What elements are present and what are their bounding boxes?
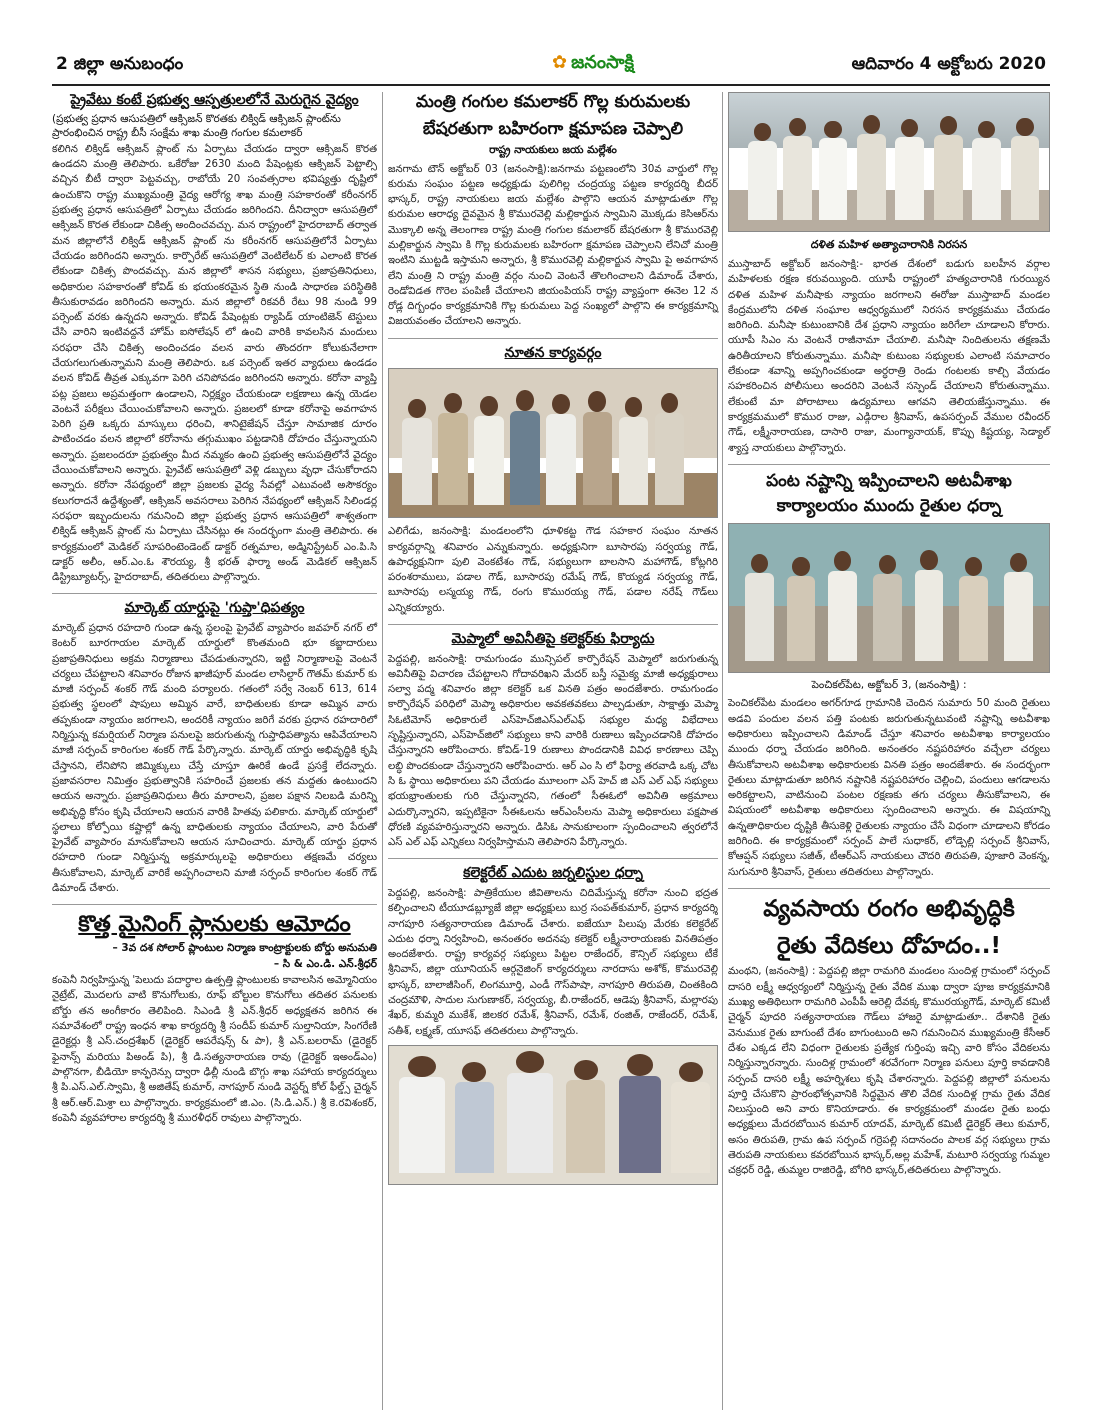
article-body: మంథని, (జనంసాక్షి) : పెద్దపల్లి జిల్లా రామగిరి మండలం సుందిళ్ల గ్రామంలో సర్పంచ్ దాసరి లక్ష్మీ ఆధ్వర్యంలో నిర్మిస్తున్న రైతు వేదిక ముఖ ద్వారా పూజ కార్యక్రమానికి ముఖ్య అతిథిలుగా రామగిరి ఎంపీపీ ఆరెల్లి దేవక్క కొమురయ్యగౌడ్, మార్కెట్ కమిటీ చైర్మన్ పూదరి సత్యనారాయణ గౌడ్‌లు హాజరై మాట్లాడుతూ.. దేశానికి రైతు వెనుముక రైతు బాగుంటే దేశం బాగుంటుంది అని గమనించిన ముఖ్యమంత్రి కేసీఆర్ దేశం ఎక్కడ లేని విధంగా రైతులకు ప్రత్యేక గుర్తింపు ఇచ్చి వారి కోసం వేదికలను నిర్మిస్తున్నారన్నారు. సుందిళ్ల గ్రామంలో శరవేగంగా నిర్మాణ పనులు పూర్తి కావడానికి సర్పంచ్ దాసరి లక్ష్మీ అహర్నిశలు కృషి చేశారన్నారు. పెద్దపల్లి జిల్లాలో పనులను పూర్తి చేసుకొని ప్రారంభోత్సవానికి సిద్ధమైన తొలి వేదిక సుందిళ్ల గ్రామ రైతు వేదిక నిలుస్తుంది అని వారు కొనియాడారు. ఈ కార్యక్రమంలో మండల రైతు బంధు అధ్యక్షులు మేదరబోయిన కుమార్ యాదవ్, మార్కెట్ కమిటీ డైరెక్టర్ తెలు కుమార్, అసం తిరుపతి, గ్రామ ఉప సర్పంచ్ గర్రెపల్లి సదానందం పాలక వర్గ సభ్యులు గ్రామ తెరుపతి నాయకులు కవరబోయిన భాస్కర్,అల్ల మహేశ్, మటూరి సర్వయ్య గుమ్మల చక్రధర్ రెడ్డి, తుమ్మల రాజిరెడ్డి, బోగిరి భాస్కర్,తదితరులు పాల్గొన్నారు. <box>728 966 1050 1177</box>
farmers-photo <box>728 523 1050 673</box>
article-new-committee <box>388 345 718 616</box>
article-dalit-protest <box>728 92 1050 456</box>
article-mining-plans <box>52 911 377 1126</box>
article-byline: రాష్ట్ర నాయకులు జయ మల్లేశం <box>489 143 617 156</box>
article-divider <box>52 593 377 594</box>
article-headline: కలెక్టరేట్ ఎదుట జర్నలిస్టుల ధర్నా <box>463 865 643 882</box>
article-mepma-complaint <box>388 631 718 850</box>
column-1 <box>52 92 377 1134</box>
logo-mark-icon: ✿ <box>552 52 568 73</box>
newspaper-name: జనంసాక్షి <box>571 52 634 73</box>
article-journalists-dharna <box>388 865 718 1184</box>
article-body: ముస్తాబాద్ అక్టోబర్ జనంసాక్షి:- భారత దేశంలో బడుగు బలహీన వర్గాల మహిళలకు రక్షణ కరువయ్యింది. యూపీ రాష్ట్రంలో హత్యచారానికి గురయ్యిన దళిత మహిళ మనీషాకు న్యాయం జరగాలని ఈరోజు ముస్తాబాద్ మండల కేంద్రములోని దళిత సంఘాల ఆధ్వర్యములో నిరసన కార్యక్రమము చేయడం జరిగింది. మనీషా కుటుంబానికి దేశ ప్రధాని న్యాయం జరిగేలా చూడాలని కోరారు. యూపీ సిఎం ను వెంటనే రాజీనామా చేయాలి. మనీషా నిందితులను తక్షణమే ఉరితీయాలని కోరుతున్నాము. మనీషా కుటుంబ సభ్యులకు ఎలాంటి సమాచారం లేకుండా శవాన్ని అప్పగించకుండా అర్ధరాత్రి రెండు గంటలకు కాల్చి వేయడం సహకరించిన పోలీసులు అందరిని వెంటనే సస్పెండ్ చేయాలని కోరుతున్నాము. లేకుంటే మా పోరాటాలు ఉద్యమాలు ఆగవని తెలియజేస్తున్నాము. ఈ కార్యక్రమములో కొముర రాజు, ఎడ్గిరాల శ్రీనివాస్, ఉపసర్పంచ్ వేముల రవీందర్ గౌడ్, లక్ష్మీనారాయణ, దాసారి రాజు, మంగ్యానాయక్, కొప్పు కిష్టయ్య, సెడ్యాల్ శ్యాస్త నాయకులు పాల్గొన్నారు. <box>728 259 1050 454</box>
page-section-label: 2 జిల్లా అనుబంధం <box>56 54 184 74</box>
article-headline: ప్రైవేటు కంటే ప్రభుత్వ ఆస్పత్రులలోనే మెరుగైన వైద్యం <box>70 92 359 108</box>
article-headline: మార్కెట్ యార్డుపై 'గుప్తా'ధిపత్యం <box>124 600 305 617</box>
article-headline: దళిత మహిళ అత్యాచారానికి నిరసన <box>810 238 968 251</box>
article-oxygen-plant <box>52 92 377 585</box>
article-body: జనగామ టౌన్ అక్టోబర్ 03 (జనంసాక్షి):జనగామ పట్టణంలోని 30వ వార్డులో గొల్ల కురుమ సంఘం పట్టణ అధ్యక్షుడు పులిగిల్ల చంద్రయ్య పట్టణ కార్యదర్శి బీదర్ భాస్కర్, రాష్ట్ర నాయకులు జయ మల్లేశం పాల్గొని ఆయన మాట్లాడుతూ గొల్ల కురుమల ఆరాధ్య దైవమైన శ్రీ కొమురవెల్లి మల్లికార్జున స్వామిని మొక్కడు కెసిఆర్‌ను మొక్కాలి అన్న తెలంగాణ రాష్ట్ర మంత్రి గంగుల కమలాకర్ బేషరతుగా శ్రీ కొమురవెల్లి మల్లికార్జున స్వామి కి గొల్ల కురుమలకు బహిరంగా క్షమాపణ చెప్పాలని లేనిచో మంత్రి ఇంటిని ముట్టడి ఇస్తామని అన్నారు, శ్రీ కొమురవెల్లి మల్లికార్జున స్వామి పై అవగాహన లేని మంత్రి ని రాష్ట్ర మంత్రి వర్గం నుంచి వెంటనే తొలగించాలని డిమాండ్ చేశారు, రెండోవిడత గొరెల పంపిణీ చేయాలని జియంపియస్ రాష్ట్ర వ్యాప్తంగా ఈనెల 12 న రోడ్ల దిగ్బంధం కార్యక్రమానికి గొల్ల కురుమలు పెద్ద సంఖ్యలో పాల్గొని ఈ కార్యక్రమాన్ని విజయవంతం చేయాలని అన్నారు. <box>388 163 718 328</box>
column-3 <box>728 92 1050 1187</box>
article-headline: వ్యవసాయ రంగం అభివృద్ధికి <box>763 895 1015 922</box>
article-divider <box>388 338 718 339</box>
article-divider <box>728 888 1050 889</box>
article-headline: నూతన కార్యవర్గం <box>504 344 602 361</box>
article-headline: రైతు వేదికలు దోహదం..! <box>777 932 1001 959</box>
article-divider <box>388 624 718 625</box>
newspaper-logo <box>552 52 634 77</box>
article-body: కంపెనీ నిర్వహిస్తున్న 'పెలుదు పదార్ధాల ఉత్పత్తి ప్లాంటులకు కావాలసిన అమ్మోనియం నైట్రేట్, మొదలగు వాటి కొనుగోలుకు, రూఫ్ బోల్టుల కొనుగోలు తదితర పనులకు బోర్డు తన అంగీకారం తెలిపింది. సిఎండి శ్రీ ఎన్.శ్రీధర్ అధ్యక్షతన జరిగిన ఈ సమావేశంలో రాష్ట్ర ఇంధన శాఖ కార్యదర్శి శ్రీ సందీప్ కుమార్ సుల్తానియా, సింగరేణి డైరెక్టర్లు శ్రీ ఎస్.చంద్రశేఖర్ (డైరెక్టర్ ఆపరేషన్స్ & పా), శ్రీ ఎన్.బలరామ్ (డైరెక్టర్ ఫైనాన్స్ మరియు పిఅండ్ పి), శ్రీ డి.సత్యనారాయణ రావు (డైరెక్టర్ ఇఅండ్ఎం) పాల్గొనగా, బీడియో కాన్ఫరెన్సు ద్వారా ఢిల్లీ నుండి బొగ్గు శాఖ సహాయ కార్యదర్శులు శ్రీ పి.ఎస్.ఎల్.స్వామి, శ్రీ అజితేష్ కుమార్, నాగపూర్ నుండి వెస్టర్న్ కోల్ ఫీల్డ్స్ చైర్మన్ శ్రీ ఆర్.ఆర్.మిశ్రా లు పాల్గొన్నారు. కార్యక్రమంలో జి.ఎం. (సి.డి.ఎన్.) శ్రీ కె.రవిశంకర్, కంపెనీ వ్యవహారాల కార్యదర్శి శ్రీ మురళీధర్ రావులు పాల్గొన్నారు. <box>52 975 377 1124</box>
article-body: పెద్దపల్లి, జనంసాక్షి: పాత్రికేయుల జీవితాలను చిదిమేస్తున్న కరోనా నుంచి భద్రత కల్పించాలని టీయూడబ్ల్యూజే జిల్లా అధ్యక్షులు బుర్ర సంపత్‌కుమార్, ప్రధాన కార్యదర్శి నాగపూరి సత్యనారాయణ డిమాండ్ చేశారు. ఐజేయూ పిలుపు మేరకు కలెక్టరేట్ ఎదుట ధర్నా నిర్వహించి, అనంతరం అదనపు కలెక్టర్ లక్ష్మీనారాయణకు వినతిపత్రం అందజేశారు. రాష్ట్ర కార్యవర్గ సభ్యులు పిట్టల రాజేందర్, కౌన్సిల్ సభ్యులు టీకే శ్రీనివాస్, జిల్లా యూనియన్ ఆర్గనైజింగ్ కార్యదర్శులు నారదాసు అశోక్, కొమురవెల్లి భాస్కర్, బాలాజీసింగ్, లింగమూర్తి, ఎండీ గౌస్‌పాషా, నాగపూరి తిరుపతి, చింతకింది చంద్రమౌళి, సాదుల సుగుణాకర్, సర్వయ్య, బీ.రాజేందర్, ఆడెపు శ్రీనివాస్, మల్లారపు శేఖర్, కుమ్మరి ముకేశ్, జిలకర రమేశ్, శ్రీనివాస్, రమేశ్, రంజిత్, రాజేందర్, రమేశ్, సతీశ్, లక్ష్మణ్, యూసఫ్ తదితరులు పాల్గొన్నారు. <box>388 887 718 1037</box>
article-headline: కొత్త మైనింగ్ ప్లానులకు ఆమోదం <box>78 912 351 938</box>
issue-date: ఆదివారం 4 అక్టోబరు 2020 <box>851 54 1046 74</box>
article-divider <box>52 904 377 905</box>
masthead <box>52 50 1050 86</box>
article-body: మార్కెట్ ప్రధాన రహదారి గుండా ఉన్న స్థలంపై ప్రైవేట్ వ్యాపారం జవహర్ నగర్ లో కెంటర్ బూరగాయల మార్కెట్ యార్డులో కొంతమంది భూ కబ్జాదారులు ప్రజాప్రతినిధులు అక్రమ నిర్మాణాలు చేపడుతున్నారని, ఇట్టి నిర్మాణాలపై వెంటనే చర్యలు చేపట్టాలని శనివారం రోజున ఖాజీపూర్ మండల లాసిల్దార్ గౌతమ్ కుమార్ కు మాజీ సర్పంచ్ శంకర్ గౌడ్ మంది పర్యాలరు. గతంలో సర్వే నెంబర్ 613, 614 ప్రభుత్వ స్థలంలో షాపులు అమ్మిన వారే, బాధితులకు కూడా అమ్మిన వారు తప్పకుండా న్యాయం జరగాలని, అందరికీ న్యాయం జరిగే వరకు ప్రధాన రహదారిలో నిర్మిస్తున్న కమర్షియల్ నిర్మాణ పనులపై జరుగుతున్న గుప్తాధిపత్యాను ఆపివేయాలని మాజీ సర్పంచ్ కారింగుల శంకర్ గౌడ్ పేర్కొన్నారు. మార్కెట్ యార్డు అభివృద్ధికి కృషి చేస్తానని, లేనిపోని జిమ్మిక్కులు చేస్తే చూస్తూ ఊరికే ఉండే ప్రసక్తే లేదన్నారు. ప్రజావసరాల నిమిత్తం ప్రభుత్వానికి సహరించే ప్రజలకు తన మద్దతు ఉంటుందని ఆయన అన్నారు. ప్రజాప్రతినిధులు తీరు మారాలని, ప్రజల పక్షాన నిలబడి మరిన్ని అభివృద్ధి కోసం కృషి చేయాలని ఆయన వారికి హితవు పలికారు. మార్కెట్ యార్డులో స్థలాలు కోల్పోయి కష్టాల్లో ఉన్న బాధితులకు న్యాయం చేయాలని, వారి పేరుతో ప్రైవేట్ వ్యాపారం మానుకోవాలని ఆయన సూచించారు. మార్కెట్ యార్డు ప్రధాన రహదారి గుండా నిర్మిస్తున్న అక్రమార్కులపై అధికారులు తక్షణమే చర్యలు తీసుకోవాలని, మార్కెట్ వారికే అప్పగించాలని మాజీ సర్పంచ్ కారింగుల శంకర్ గౌడ్ డిమాండ్ చేశారు. <box>52 622 377 894</box>
article-headline: కార్యాలయం ముందు రైతుల ధర్నా <box>776 496 1002 517</box>
article-farmers-dharna <box>728 471 1050 880</box>
article-dateline: పెంచికల్‌పేట, అక్టోబర్ 3, (జనంసాక్షి) : <box>811 679 967 692</box>
article-headline: మంత్రి గంగుల కమలాకర్ గొల్ల కురుమలకు <box>415 92 691 112</box>
article-divider <box>728 464 1050 465</box>
column-2 <box>388 92 718 1193</box>
article-headline: మెప్మాలో అవినీతిపై కలెక్టర్‌కు ఫిర్యాదు <box>451 631 655 648</box>
article-body: కలిగిన లిక్విడ్ ఆక్సిజన్ ప్లాంట్ ను ఏర్పాటు చేయడం ద్వారా ఆక్సిజన్ కొరత ఉండదని మంత్రి తెలిపారు. ఒకేరోజు 2630 మంది పేషెంట్లకు ఆక్సిజన్ పెట్టాల్సి వచ్చిన బీటీ ద్వారా పెట్టవచ్చు, రాబోయే 20 సంవత్సరాల భవిష్యత్తు దృష్టిలో ఉంచుకొని రాష్ట్ర ముఖ్యమంత్రి వైద్య ఆరోగ్య శాఖ మంత్రి సహకారంతో కరీంనగర్ ప్రభుత్వ ప్రధాన ఆసుపత్రిలో ఏర్పాటు చేయడం జరిగిందని. దీనిద్వారా ఆసుపత్రిలో ఆక్సిజన్ కొరత లేకుండా చికిత్స అందించవచ్చు. మన రాష్ట్రంలో హైదరాబాద్ తర్వాత మన జిల్లాలోనే లిక్విడ్ ఆక్సిజన్ ప్లాంట్ ను కరీంనగర్ ఆసుపత్రిలోనే ఏర్పాటు చేయడం జరిగిందని అన్నారు. కార్పొరేట్ ఆసుపత్రిలో వెంటిలేటర్ కు ఎలాంటి కొరత లేకుండా చికిత్స పొందవచ్చు. మన జిల్లాలో శాసన సభ్యులు, ప్రజాప్రతినిధులు, అధికారుల సహకారంతో కోవిడ్ కు భయంకరమైన స్థితి నుండి సాధారణ పరిస్థితికి తీసుకురావడం జరిగిందని అన్నారు. మన జిల్లాలో రికవరీ రేటు 98 నుండి 99 పర్సెంట్ వరకు ఉన్నదని అన్నారు. కోవిడ్ పేషెంట్లకు ర్యాపిడ్ యాంటిజెన్ టెస్టులు చేసి వారిని ఇంటివద్దనే హోమ్ ఐసోలేషన్ లో ఉంచి వారికి కావలసిన మందులు సరఫరా చేసి చికిత్స అందించడం వలన వారు తొందరగా కోలుకునేలాగా చేయగలుగుతున్నామని మంత్రి తెలిపారు. ఒక పర్సెంట్ ఇతర వ్యాధులు ఉండడం వలన కోవిడ్ తీవ్రత ఎక్కువగా పెరిగి చనిపోవడం జరిగిందని అన్నారు. కరోనా వ్యాప్తి పట్ల ప్రజలు అప్రమత్తంగా ఉండాలని, నిర్లక్ష్యం చేయకుండా లక్షణాలు ఉన్న యెడల వెంటనే పరీక్షలు చేయించుకోవాలని అన్నారు. ప్రజలలో కూడా కరోనాపై అవగాహన పెరిగి ప్రతి ఒక్కరు మాస్కులు ధరించి, శానిటైజేషన్ చేస్తూ సామాజిక దూరం పాటించడం వలన జిల్లాలో కరోనాను తగ్గుముఖం పట్టడానికి దోహదం చేస్తున్నాయని అన్నారు. ప్రజలందరూ ప్రభుత్వం మీద నమ్మకం ఉంచి ప్రభుత్వ ఆసుపత్రిలోనే వైద్యం చేయించుకోవాలని అన్నారు. ప్రైవేట్ ఆసుపత్రిలో వెళ్లి డబ్బులు వృధా చేసుకోరాదని అన్నారు. కరోనా నేపథ్యంలో జిల్లా ప్రజలకు వైద్య సేవల్లో ఎటువంటి అసౌకర్యం కలుగరాదనే ఉద్దేశ్యంతో, ఆక్సిజన్ అవసరాలు పెరిగిన నేపథ్యంలో ఆక్సిజన్ సిలిండర్ల సరఫరా ఇబ్బందులను గమనించి జిల్లా ప్రభుత్వ ప్రధాన ఆసుపత్రిలో శాశ్వతంగా లిక్విడ్ ఆక్సిజన్ ప్లాంట్ ను ఏర్పాటు చేసినట్లు ఈ సందర్భంగా మంత్రి తెలిపారు. ఈ కార్యక్రమంలో మెడికల్ సూపరింటెండెంట్ డాక్టర్ రత్నమాల, అడ్మినిస్ట్రేటర్ ఎం.పి.సి డాక్టర్ అలీం, ఆర్.ఎం.ఓ శౌరయ్య, శ్రీ భరత్ ఫార్మా అండ్ మెడికల్ ఆక్సిజన్ డిస్ట్రిబ్యూటర్స్, హైదరాబాద్, తదితరులు పాల్గొన్నారు. <box>52 143 377 584</box>
article-subheadline: – సి & ఎం.డి. ఎన్.శ్రీధర్ <box>273 957 377 970</box>
article-divider <box>388 858 718 859</box>
column-divider <box>382 92 383 1410</box>
article-subheadline: – 3వ దశ సోలార్ ప్లాంటుల నిర్మాణ కాంట్రాక్టులకు బోర్డు అనుమతి <box>112 941 377 954</box>
article-minister-apology <box>388 92 718 330</box>
column-divider <box>722 92 723 1410</box>
article-subheadline: (ప్రభుత్వ ప్రధాన ఆసుపత్రిలో ఆక్సిజన్ కొరతకు లిక్విడ్ ఆక్సిజన్ ప్లాంట్‌ను ప్రారంభించిన రాష్ట్ర బీసీ సంక్షేమ శాఖ మంత్రి గంగుల కమలాకర్ <box>52 112 341 139</box>
protest-photo <box>728 92 1050 232</box>
article-headline: బేషరతుగా బహిరంగా క్షమాపణ చెప్పాలి <box>422 119 684 140</box>
article-headline: పంట నష్టాన్ని ఇప్పించాలని అటవీశాఖ <box>766 470 1012 491</box>
article-body: ఎలిగేడు, జనంసాక్షి: మండలంలోని ధూళికట్ట గౌడ సహకార సంఘం నూతన కార్యవర్గాన్ని శనివారం ఎన్నుకున్నారు. అధ్యక్షునిగా బూసారపు సర్వయ్య గౌడ్, ఉపాధ్యక్షునిగా పులి వెంకటేశం గౌడ్, సభ్యులుగా బాలసాని మహాగౌడ్, కోట్లగిరి పరంశరాములు, పడాల గౌడ్, బూసారపు రమేష్ గౌడ్, కొయ్యడ సర్వయ్య గౌడ్, బూసారపు లస్మయ్య గౌడ్, రంగు కొమురయ్య గౌడ్, పడాల నరేష్ గౌడ్‌లు ఎన్నికయ్యారు. <box>388 526 718 614</box>
article-market-yard <box>52 600 377 896</box>
memorandum-photo <box>388 1045 718 1185</box>
article-rythu-vedika <box>728 895 1050 1179</box>
group-photo <box>388 368 718 518</box>
article-body: పెద్దపల్లి, జనంసాక్షి: రామగుండం మున్సిపల్ కార్పొరేషన్ మెప్మాలో జరుగుతున్న అవినీతిపై విచారణ చేపట్టాలని గోదావరిఖని మేదర్ బస్తీ సమైక్య మాజీ అధ్యక్షురాలు సల్వా పద్మ శనివారం జిల్లా కలెక్టర్ ఒక వినతి పత్రం అందజేశారు. రామగుండం కార్పొరేషన్ పరిధిలో మెప్మా అధికారుల అవకతవకలు పాల్పడుతూ, సాక్షాత్తు మెప్మా సిఓటిమోస్ అధికారులే ఎస్‌హెచ్‌జిఎస్ఎల్ఎఫ్ సభ్యుల మధ్య విభేదాలు సృష్టిస్తున్నారని, ఎస్‌హెచ్‌జిలో సభ్యులు కాని వారికి రుణాలు ఇప్పించడానికి దోహదం చేస్తున్నారని ఆరోపించారు. కోవిడ్-19 రుణాలు పొందడానికి వివిధ కారణాలు చెప్పి లబ్ధి పొందకుండా చేస్తున్నారని ఆరోపించారు. ఆర్ ఎం సి లో ఫిర్యా తరవాడి ఒక్క చోట సి ఓ స్థాయి అధికారులు పని చేయడం మూలంగా ఎస్ హెచ్ జి ఎస్ ఎల్ ఎఫ్ సభ్యులు భయభ్రాంతులకు గురి చేస్తున్నారని, గతంలో సీఈఓలో అవినీతి అక్రమాలు ఎదుర్కొన్నారని, ఇప్పటికైనా సీఈఓలను ఆర్‌ఎంసీలను మెప్మా అధికారులు పక్షపాత ధోరణి వ్యవహరిస్తున్నారని అన్నారు. డిసిఓ సానుకూలంగా స్పందించాలని త్వరలోనే ఎస్ ఎల్ ఎఫ్ ఎన్నికలు నిర్వహిస్తామని తెలిపారని పేర్కొన్నారు. <box>388 653 718 849</box>
article-body: పెంచికల్‌పేట మండలం అగర్‌గూడ గ్రామానికి చెందిన సుమారు 50 మంది రైతులు అడవి పందుల వలన పత్తి పంటకు జరుగుతున్నటువంటి నష్టాన్ని అటవీశాఖ అధికారులు ఇప్పించాలని డిమాండ్ చేస్తూ శనివారం అటవీశాఖ కార్యాలయం ముందు ధర్నా చేయడం జరిగింది. అనంతరం నష్టపరిహారం వచ్చేలా చర్యలు తీసుకోవాలని అటవీశాఖ అధికారులకు వినతి పత్రం అందజేశారు. ఈ సందర్భంగా రైతులు మాట్లాడుతూ జరిగిన నష్టానికి నష్టపరిహారం చెల్లించి, పందులు ఆగడాలను అరికట్టాలని, వాటినుంచి పంటల రక్షణకు తగు చర్యలు తీసుకోవాలని, ఈ విషయంలో అటవీశాఖ అధికారులు స్పందించాలని అన్నారు. ఈ విషయాన్ని ఉన్నతాధికారుల దృష్టికి తీసుకెళ్లి రైతులకు న్యాయం చేసే విధంగా చూడాలని కోరడం జరిగింది. ఈ కార్యక్రమంలో సర్పంచ్ పాలే సుధాకర్, లోడ్పెల్లి సర్పంచ్ శ్రీనివాస్, కోఆప్షన్ సభ్యులు సజీత్, టీఆర్‌ఎస్ నాయకులు చౌదరి తిరుపతి, పూజారి వెంకన్న, సుగునూరి శ్రీనివాస్, రైతులు తదితరులు పాల్గొన్నారు. <box>728 698 1050 878</box>
